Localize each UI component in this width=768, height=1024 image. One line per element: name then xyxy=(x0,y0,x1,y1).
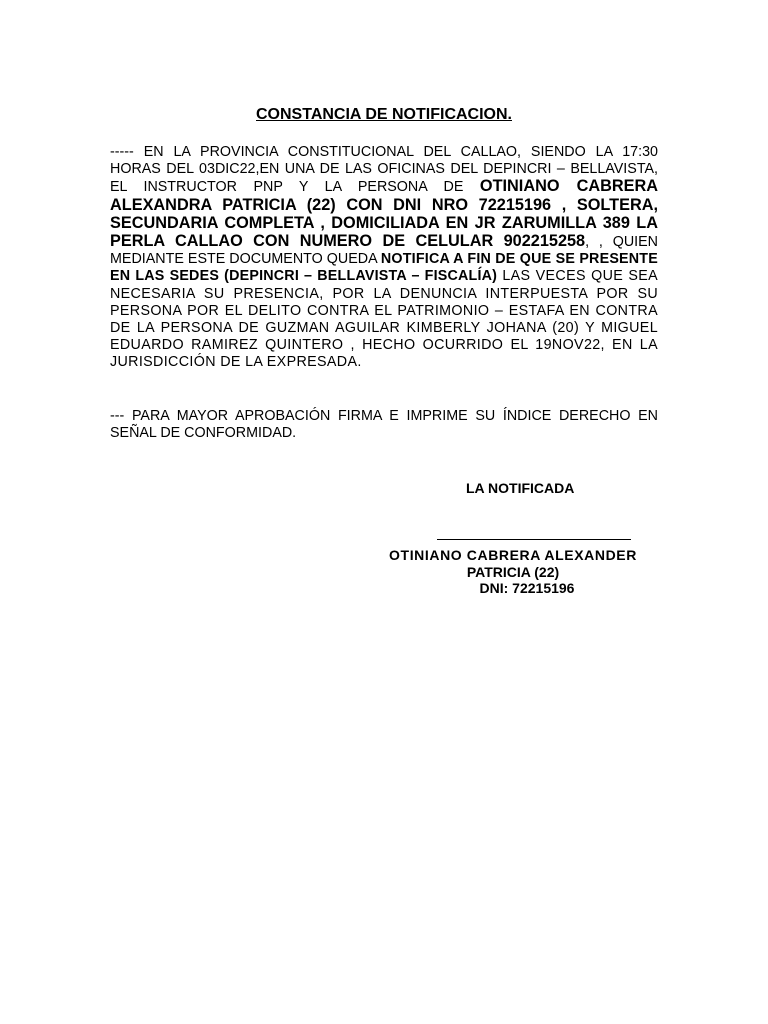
conformity-paragraph: --- PARA MAYOR APROBACIÓN FIRMA E IMPRIME SU ÍNDICE DERECHO EN SEÑAL DE CONFORMIDAD. xyxy=(110,408,658,442)
signature-block xyxy=(372,547,654,597)
notification-paragraph xyxy=(110,144,658,372)
signature-line xyxy=(437,539,631,540)
signer-name-continued: PATRICIA (22) xyxy=(466,563,560,580)
paragraph-body-text: LAS VECES QUE SEA NECESARIA SU PRESENCIA, POR LA DENUNCIA INTERPUESTA POR SU PERSONA POR EL DELITO CONTRA EL PATRIMONIO – ESTAFA EN CONTRA DE LA PERSONA DE GUZMAN AGUILAR KIMBERLY JOHANA (20) Y MIGUEL EDUARDO RAMIREZ QUINTERO , HECHO OCURRIDO EL 19NOV22, EN LA JURISDICCIÓN DE LA EXPRESADA. xyxy=(110,268,658,371)
signature-role: LA NOTIFICADA xyxy=(466,480,575,496)
signer-name: OTINIANO CABRERA ALEXANDER xyxy=(389,547,637,563)
document-title: CONSTANCIA DE NOTIFICACION. xyxy=(256,106,512,123)
paragraph-intro-text: ----- EN LA PROVINCIA CONSTITUCIONAL DEL CALLAO, SIENDO LA 17:30 HORAS DEL 03DIC22,EN UNA DE LAS OFICINAS DEL DEPINCRI – BELLAVISTA, EL INSTRUCTOR PNP Y LA PERSONA DE xyxy=(110,144,658,196)
notification-instruction-text: NOTIFICA A FIN DE QUE SE PRESENTE EN LAS SEDES (DEPINCRI – BELLAVISTA – FISCALÍA) xyxy=(110,251,658,285)
signer-dni: DNI: 72215196 xyxy=(479,580,575,596)
paragraph-connector-text: , , QUIEN MEDIANTE ESTE DOCUMENTO QUEDA xyxy=(110,234,658,268)
person-details-text: OTINIANO CABRERA ALEXANDRA PATRICIA (22) CON DNI NRO 72215196 , SOLTERA, SECUNDARIA COMPLETA , DOMICILIADA EN JR ZARUMILLA 389 LA PERLA CALLAO CON NUMERO DE CELULAR 902215258 xyxy=(110,177,658,251)
